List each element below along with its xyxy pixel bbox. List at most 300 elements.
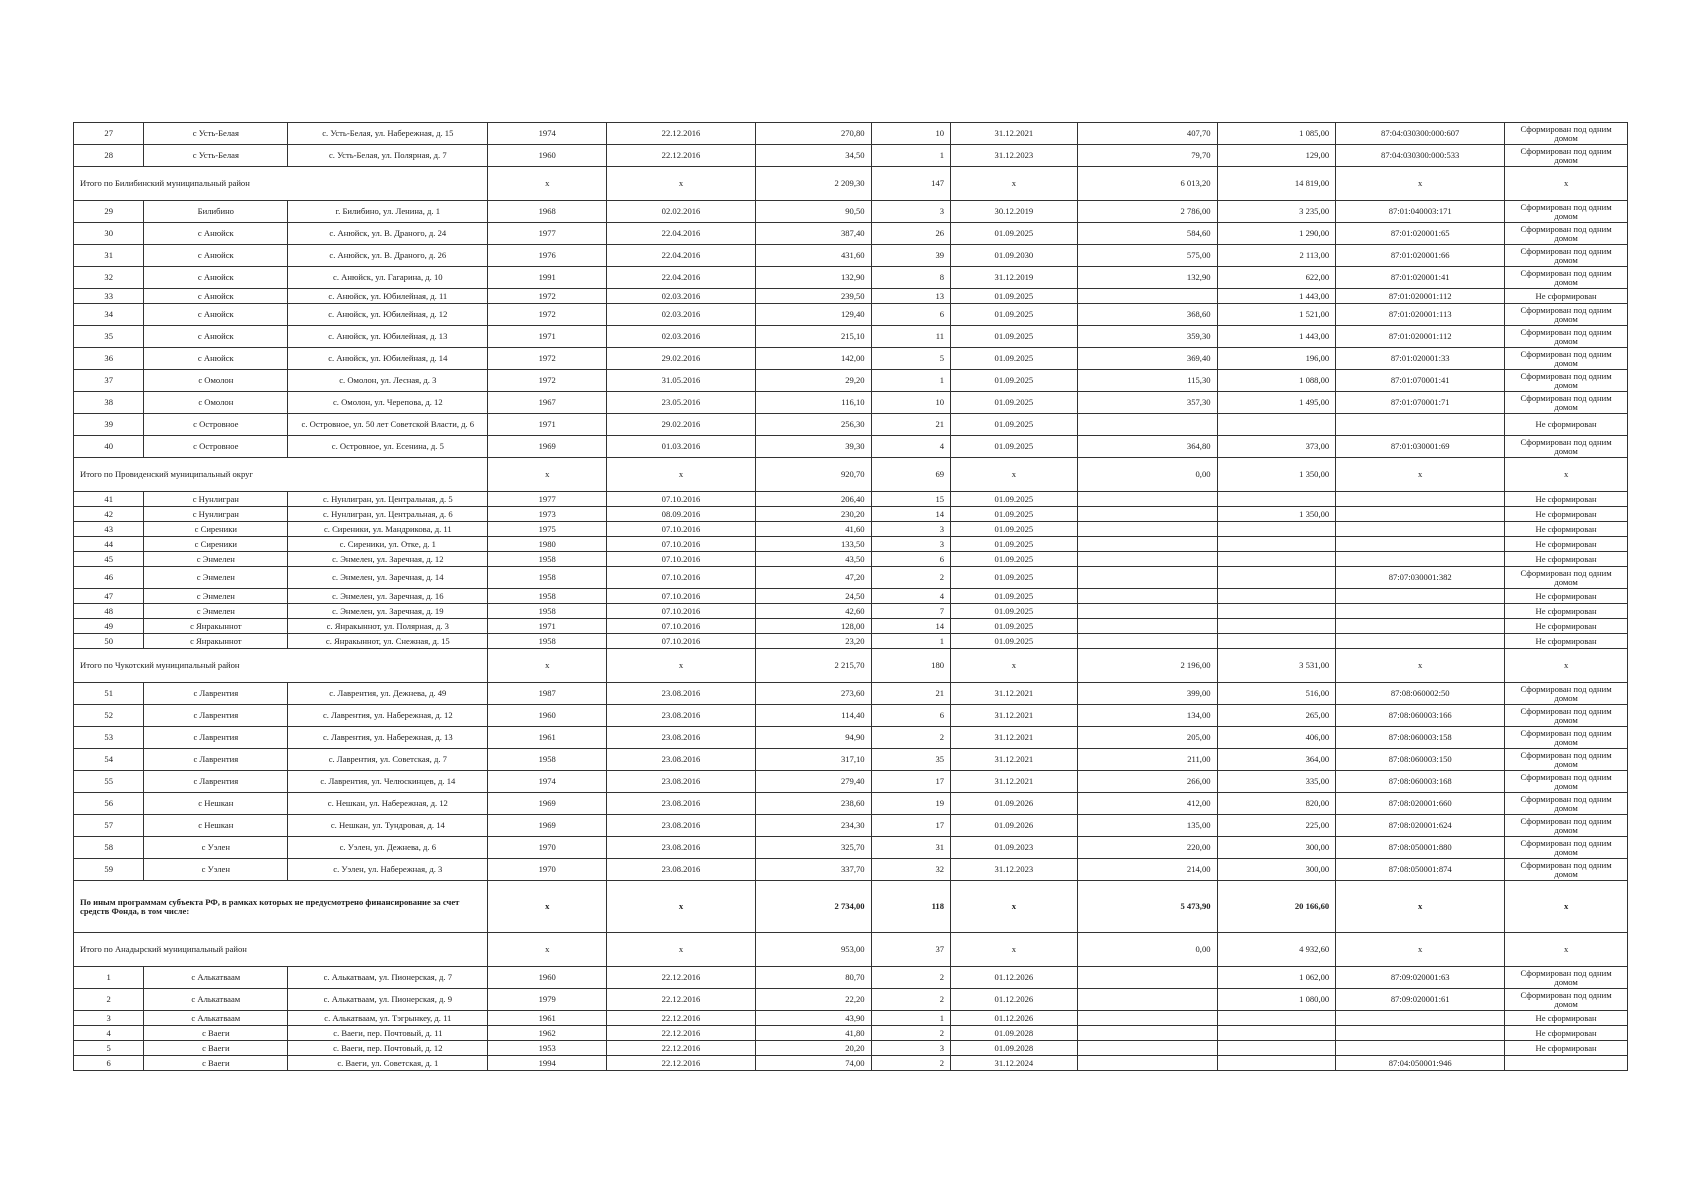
table-cell: с Энмелен [144, 604, 288, 619]
table-cell: 30 [74, 223, 144, 245]
table-cell: 387,40 [755, 223, 871, 245]
table-cell: 1979 [488, 989, 607, 1011]
table-cell: 31 [74, 245, 144, 267]
table-cell: 4 [74, 1026, 144, 1041]
table-cell: с. Лаврентия, ул. Набережная, д. 13 [288, 727, 488, 749]
table-cell: 1960 [488, 967, 607, 989]
table-cell: x [1505, 458, 1628, 492]
table-cell: 01.09.2025 [951, 537, 1078, 552]
table-cell: 1987 [488, 683, 607, 705]
table-cell: 1974 [488, 123, 607, 145]
table-row [74, 414, 1628, 436]
table-cell: с. Нунлигран, ул. Центральная, д. 5 [288, 492, 488, 507]
table-row [74, 304, 1628, 326]
table-cell: 132,90 [1077, 267, 1217, 289]
table-cell: 1977 [488, 223, 607, 245]
table-cell [1336, 604, 1505, 619]
table-cell: с Лаврентия [144, 771, 288, 793]
table-cell: Сформирован под одним домом [1505, 771, 1628, 793]
table-cell: с Энмелен [144, 589, 288, 604]
table-cell: с. Усть-Белая, ул. Набережная, д. 15 [288, 123, 488, 145]
table-cell: 4 [871, 589, 950, 604]
table-cell: Билибино [144, 201, 288, 223]
table-cell: 01.09.2028 [951, 1041, 1078, 1056]
table-cell: 10 [871, 123, 950, 145]
table-cell: Сформирован под одним домом [1505, 348, 1628, 370]
table-cell: x [607, 458, 756, 492]
table-cell: 54 [74, 749, 144, 771]
table-cell: 317,10 [755, 749, 871, 771]
table-cell: 07.10.2016 [607, 634, 756, 649]
table-cell: 23.05.2016 [607, 392, 756, 414]
table-cell: x [1336, 933, 1505, 967]
table-cell: с. Янракыннот, ул. Полярная, д. 3 [288, 619, 488, 634]
table-cell: 20 166,60 [1217, 881, 1336, 933]
table-cell [1217, 1041, 1336, 1056]
table-cell: 87:09:020001:61 [1336, 989, 1505, 1011]
table-cell: 21 [871, 414, 950, 436]
table-cell: 87:08:060002:50 [1336, 683, 1505, 705]
table-cell: 87:04:050001:946 [1336, 1056, 1505, 1071]
table-row [74, 145, 1628, 167]
table-cell: x [488, 933, 607, 967]
table-cell: 1 088,00 [1217, 370, 1336, 392]
table-cell: Сформирован под одним домом [1505, 815, 1628, 837]
table-cell: 32 [74, 267, 144, 289]
table-cell [1336, 492, 1505, 507]
table-cell: 273,60 [755, 683, 871, 705]
table-cell: 22.12.2016 [607, 1056, 756, 1071]
table-cell: с. Нешкан, ул. Тундровая, д. 14 [288, 815, 488, 837]
table-cell: Не сформирован [1505, 634, 1628, 649]
table-cell: Не сформирован [1505, 414, 1628, 436]
table-cell: 01.09.2025 [951, 348, 1078, 370]
table-cell: 87:01:040003:171 [1336, 201, 1505, 223]
table-cell: 43,90 [755, 1011, 871, 1026]
table-cell: с Лаврентия [144, 705, 288, 727]
table-cell: 1969 [488, 815, 607, 837]
table-cell: 39 [74, 414, 144, 436]
table-cell: 1953 [488, 1041, 607, 1056]
table-cell: 87:01:020001:41 [1336, 267, 1505, 289]
table-cell: 22.12.2016 [607, 989, 756, 1011]
table-cell [1077, 507, 1217, 522]
table-cell: 1960 [488, 705, 607, 727]
table-cell: Не сформирован [1505, 507, 1628, 522]
table-cell: 01.09.2026 [951, 793, 1078, 815]
table-cell: 2 [871, 567, 950, 589]
table-cell: 3 [871, 201, 950, 223]
table-cell [1077, 1026, 1217, 1041]
table-cell: с. Энмелен, ул. Заречная, д. 12 [288, 552, 488, 567]
table-cell: с. Лаврентия, ул. Челюскинцев, д. 14 [288, 771, 488, 793]
table-cell: 22.12.2016 [607, 1041, 756, 1056]
table-cell: с. Энмелен, ул. Заречная, д. 16 [288, 589, 488, 604]
table-cell: 1968 [488, 201, 607, 223]
table-cell: 135,00 [1077, 815, 1217, 837]
table-row [74, 837, 1628, 859]
table-cell: 47 [74, 589, 144, 604]
table-cell: 01.03.2016 [607, 436, 756, 458]
table-cell [1077, 1011, 1217, 1026]
table-cell: x [951, 881, 1078, 933]
table-cell: 1970 [488, 837, 607, 859]
table-cell [1217, 537, 1336, 552]
table-cell: x [607, 649, 756, 683]
table-cell: 129,00 [1217, 145, 1336, 167]
table-row [74, 1056, 1628, 1071]
table-cell: с Лаврентия [144, 727, 288, 749]
table-row [74, 348, 1628, 370]
table-cell: 13 [871, 289, 950, 304]
table-cell: 31.12.2024 [951, 1056, 1078, 1071]
table-cell: 14 819,00 [1217, 167, 1336, 201]
table-cell: с Нешкан [144, 793, 288, 815]
subtotal-row [74, 649, 1628, 683]
table-cell [1217, 1011, 1336, 1026]
table-cell: 01.09.2025 [951, 326, 1078, 348]
table-cell: x [1505, 167, 1628, 201]
table-cell: 23.08.2016 [607, 771, 756, 793]
table-row [74, 1041, 1628, 1056]
table-cell: с Анюйск [144, 348, 288, 370]
table-cell: с. Уэлен, ул. Дежнева, д. 6 [288, 837, 488, 859]
table-cell: с. Ваеги, пер. Почтовый, д. 11 [288, 1026, 488, 1041]
table-cell: с Энмелен [144, 552, 288, 567]
table-cell: 58 [74, 837, 144, 859]
table-cell: с Островное [144, 414, 288, 436]
table-cell: 575,00 [1077, 245, 1217, 267]
table-cell: 01.09.2025 [951, 619, 1078, 634]
table-cell: 133,50 [755, 537, 871, 552]
table-cell: 234,30 [755, 815, 871, 837]
table-cell [1077, 492, 1217, 507]
table-cell: 399,00 [1077, 683, 1217, 705]
table-cell: 87:01:070001:71 [1336, 392, 1505, 414]
table-cell: 1971 [488, 414, 607, 436]
table-row [74, 771, 1628, 793]
table-cell: Сформирован под одним домом [1505, 859, 1628, 881]
table-cell [1217, 552, 1336, 567]
table-cell: 1970 [488, 859, 607, 881]
table-cell: с Ваеги [144, 1056, 288, 1071]
table-cell: x [1336, 458, 1505, 492]
table-cell: 01.09.2025 [951, 392, 1078, 414]
table-cell: 23.08.2016 [607, 837, 756, 859]
table-cell [1336, 414, 1505, 436]
table-row [74, 201, 1628, 223]
table-cell: 94,90 [755, 727, 871, 749]
table-cell: с. Сиреники, ул. Мандрикова, д. 11 [288, 522, 488, 537]
table-cell: 115,30 [1077, 370, 1217, 392]
subtotal-row [74, 167, 1628, 201]
table-cell: 40 [74, 436, 144, 458]
table-cell: 01.09.2025 [951, 289, 1078, 304]
table-cell: 2 [871, 967, 950, 989]
table-row [74, 1011, 1628, 1026]
table-cell: 1971 [488, 619, 607, 634]
table-cell: 01.09.2030 [951, 245, 1078, 267]
table-cell: с Энмелен [144, 567, 288, 589]
table-cell: 33 [74, 289, 144, 304]
table-cell: 31.05.2016 [607, 370, 756, 392]
table-cell: 584,60 [1077, 223, 1217, 245]
table-cell: x [1505, 649, 1628, 683]
table-cell: 01.09.2025 [951, 567, 1078, 589]
table-cell: 1994 [488, 1056, 607, 1071]
table-cell: 225,00 [1217, 815, 1336, 837]
table-cell: 47,20 [755, 567, 871, 589]
table-cell: Сформирован под одним домом [1505, 304, 1628, 326]
table-cell: 31 [871, 837, 950, 859]
table-cell [1336, 634, 1505, 649]
table-cell: 21 [871, 683, 950, 705]
table-cell [1217, 634, 1336, 649]
table-cell: с Анюйск [144, 267, 288, 289]
table-cell: 26 [871, 223, 950, 245]
table-cell: 238,60 [755, 793, 871, 815]
table-cell: 01.09.2025 [951, 492, 1078, 507]
table-cell: 31.12.2021 [951, 727, 1078, 749]
table-cell: x [607, 933, 756, 967]
table-row [74, 589, 1628, 604]
table-cell: 2 113,00 [1217, 245, 1336, 267]
table-cell: 53 [74, 727, 144, 749]
table-cell: 41,60 [755, 522, 871, 537]
table-cell: с Анюйск [144, 245, 288, 267]
table-cell: 01.09.2023 [951, 837, 1078, 859]
table-cell: x [951, 458, 1078, 492]
table-cell: 270,80 [755, 123, 871, 145]
table-cell: 30.12.2019 [951, 201, 1078, 223]
table-cell: 1958 [488, 749, 607, 771]
table-cell: 39 [871, 245, 950, 267]
table-cell: 51 [74, 683, 144, 705]
table-cell: 134,00 [1077, 705, 1217, 727]
table-cell: 23.08.2016 [607, 859, 756, 881]
table-cell: 357,30 [1077, 392, 1217, 414]
table-cell: 431,60 [755, 245, 871, 267]
table-cell: 41,80 [755, 1026, 871, 1041]
table-cell: Сформирован под одним домом [1505, 705, 1628, 727]
table-cell: 116,10 [755, 392, 871, 414]
table-cell: с. Нунлигран, ул. Центральная, д. 6 [288, 507, 488, 522]
table-cell [1077, 537, 1217, 552]
table-cell: Сформирован под одним домом [1505, 245, 1628, 267]
table-cell: с Анюйск [144, 289, 288, 304]
table-cell: 80,70 [755, 967, 871, 989]
table-cell: с Алькатваам [144, 989, 288, 1011]
table-row [74, 859, 1628, 881]
table-cell: 256,30 [755, 414, 871, 436]
table-cell: 87:01:020001:113 [1336, 304, 1505, 326]
table-cell [1077, 634, 1217, 649]
table-cell: 42 [74, 507, 144, 522]
table-cell: 01.09.2025 [951, 604, 1078, 619]
table-cell: 19 [871, 793, 950, 815]
table-cell: 08.09.2016 [607, 507, 756, 522]
table-cell [1077, 552, 1217, 567]
table-cell: 22.12.2016 [607, 1011, 756, 1026]
table-cell: 29 [74, 201, 144, 223]
table-cell: 368,60 [1077, 304, 1217, 326]
table-cell: с Лаврентия [144, 683, 288, 705]
table-cell: 38 [74, 392, 144, 414]
table-row [74, 436, 1628, 458]
table-cell: с. Анюйск, ул. Гагарина, д. 10 [288, 267, 488, 289]
table-cell: 6 [871, 705, 950, 727]
table-cell: с. Алькатваам, ул. Пионерская, д. 7 [288, 967, 488, 989]
table-row [74, 507, 1628, 522]
table-cell: 0,00 [1077, 458, 1217, 492]
table-cell: 6 [871, 552, 950, 567]
table-cell: 23.08.2016 [607, 705, 756, 727]
table-cell: 87:08:050001:880 [1336, 837, 1505, 859]
table-cell: 230,20 [755, 507, 871, 522]
table-row [74, 705, 1628, 727]
table-cell: x [1505, 881, 1628, 933]
table-cell: 01.09.2026 [951, 815, 1078, 837]
table-cell: 364,80 [1077, 436, 1217, 458]
table-cell: 1972 [488, 304, 607, 326]
table-cell: 205,00 [1077, 727, 1217, 749]
table-cell: 622,00 [1217, 267, 1336, 289]
table-cell: 14 [871, 619, 950, 634]
table-cell [1336, 619, 1505, 634]
table-cell: x [1336, 881, 1505, 933]
table-cell: 265,00 [1217, 705, 1336, 727]
table-cell: 01.09.2025 [951, 370, 1078, 392]
table-cell [1077, 414, 1217, 436]
table-cell: 41 [74, 492, 144, 507]
table-cell [1505, 1056, 1628, 1071]
table-cell: Не сформирован [1505, 552, 1628, 567]
table-cell: 1969 [488, 793, 607, 815]
table-cell: 1 [871, 370, 950, 392]
table-cell: 34 [74, 304, 144, 326]
table-cell: с Островное [144, 436, 288, 458]
table-cell: 3 [871, 1041, 950, 1056]
table-cell: 28 [74, 145, 144, 167]
table-cell: Сформирован под одним домом [1505, 123, 1628, 145]
table-cell: 214,00 [1077, 859, 1217, 881]
table-cell [1217, 1026, 1336, 1041]
table-cell: 87:08:020001:624 [1336, 815, 1505, 837]
table-cell: 1 495,00 [1217, 392, 1336, 414]
table-cell: 1958 [488, 552, 607, 567]
table-cell: Сформирован под одним домом [1505, 793, 1628, 815]
table-row [74, 1026, 1628, 1041]
table-cell: 43 [74, 522, 144, 537]
table-cell [1077, 522, 1217, 537]
table-cell: 44 [74, 537, 144, 552]
table-cell: 01.12.2026 [951, 967, 1078, 989]
table-cell: 1 [871, 145, 950, 167]
table-cell: 2 209,30 [755, 167, 871, 201]
table-cell: 4 [871, 436, 950, 458]
table-cell: 31.12.2021 [951, 123, 1078, 145]
table-cell: 01.12.2026 [951, 1011, 1078, 1026]
table-cell: 6 [74, 1056, 144, 1071]
table-cell: 2 196,00 [1077, 649, 1217, 683]
table-cell: Не сформирован [1505, 619, 1628, 634]
table-row [74, 683, 1628, 705]
table-cell [1077, 1041, 1217, 1056]
table-cell: 07.10.2016 [607, 522, 756, 537]
table-cell: 1975 [488, 522, 607, 537]
table-cell: Сформирован под одним домом [1505, 989, 1628, 1011]
table-cell: 1976 [488, 245, 607, 267]
table-cell: 11 [871, 326, 950, 348]
table-cell: 22.12.2016 [607, 123, 756, 145]
table-cell: x [1336, 167, 1505, 201]
table-cell: 215,10 [755, 326, 871, 348]
table-cell: с. Уэлен, ул. Набережная, д. 3 [288, 859, 488, 881]
table-cell: 34,50 [755, 145, 871, 167]
table-cell: 37 [871, 933, 950, 967]
table-cell: 23.08.2016 [607, 727, 756, 749]
table-cell: 31.12.2021 [951, 771, 1078, 793]
table-cell: 266,00 [1077, 771, 1217, 793]
table-cell: 29.02.2016 [607, 414, 756, 436]
subtotal-row [74, 458, 1628, 492]
table-cell: 01.09.2025 [951, 507, 1078, 522]
table-cell [1217, 604, 1336, 619]
table-cell: с. Ваеги, ул. Советская, д. 1 [288, 1056, 488, 1071]
row-title: По иным программам субъекта РФ, в рамках которых не предусмотрено финансирование за счет средств Фонда, в том числе: [74, 881, 488, 933]
table-cell: с Усть-Белая [144, 145, 288, 167]
table-cell: с. Усть-Белая, ул. Полярная, д. 7 [288, 145, 488, 167]
table-cell: Сформирован под одним домом [1505, 326, 1628, 348]
table-cell: 196,00 [1217, 348, 1336, 370]
table-cell: 5 [74, 1041, 144, 1056]
table-row [74, 223, 1628, 245]
table-cell: 87:08:060003:166 [1336, 705, 1505, 727]
table-cell: 1 [871, 634, 950, 649]
table-cell [1336, 507, 1505, 522]
table-cell: 01.09.2025 [951, 522, 1078, 537]
table-cell: Сформирован под одним домом [1505, 201, 1628, 223]
table-cell: Не сформирован [1505, 1011, 1628, 1026]
table-cell: 55 [74, 771, 144, 793]
table-cell: 1967 [488, 392, 607, 414]
table-cell: 1 521,00 [1217, 304, 1336, 326]
table-row [74, 492, 1628, 507]
table-cell: 128,00 [755, 619, 871, 634]
table-cell: 20,20 [755, 1041, 871, 1056]
table-cell: 5 [871, 348, 950, 370]
table-cell: x [607, 881, 756, 933]
row-title: Итого по Билибинский муниципальный район [74, 167, 488, 201]
table-cell: 180 [871, 649, 950, 683]
table-cell: с Ваеги [144, 1026, 288, 1041]
table-row [74, 537, 1628, 552]
table-cell: с Сиреники [144, 522, 288, 537]
table-cell: 29,20 [755, 370, 871, 392]
table-row [74, 989, 1628, 1011]
table-cell: 01.09.2025 [951, 436, 1078, 458]
table-cell: 279,40 [755, 771, 871, 793]
table-cell: 211,00 [1077, 749, 1217, 771]
table-cell: x [488, 167, 607, 201]
table-cell: 52 [74, 705, 144, 727]
table-cell: 87:08:060003:168 [1336, 771, 1505, 793]
table-cell: с. Анюйск, ул. Юбилейная, д. 13 [288, 326, 488, 348]
table-cell: 01.09.2025 [951, 552, 1078, 567]
table-cell: 74,00 [755, 1056, 871, 1071]
table-cell [1336, 552, 1505, 567]
table-cell: Сформирован под одним домом [1505, 370, 1628, 392]
